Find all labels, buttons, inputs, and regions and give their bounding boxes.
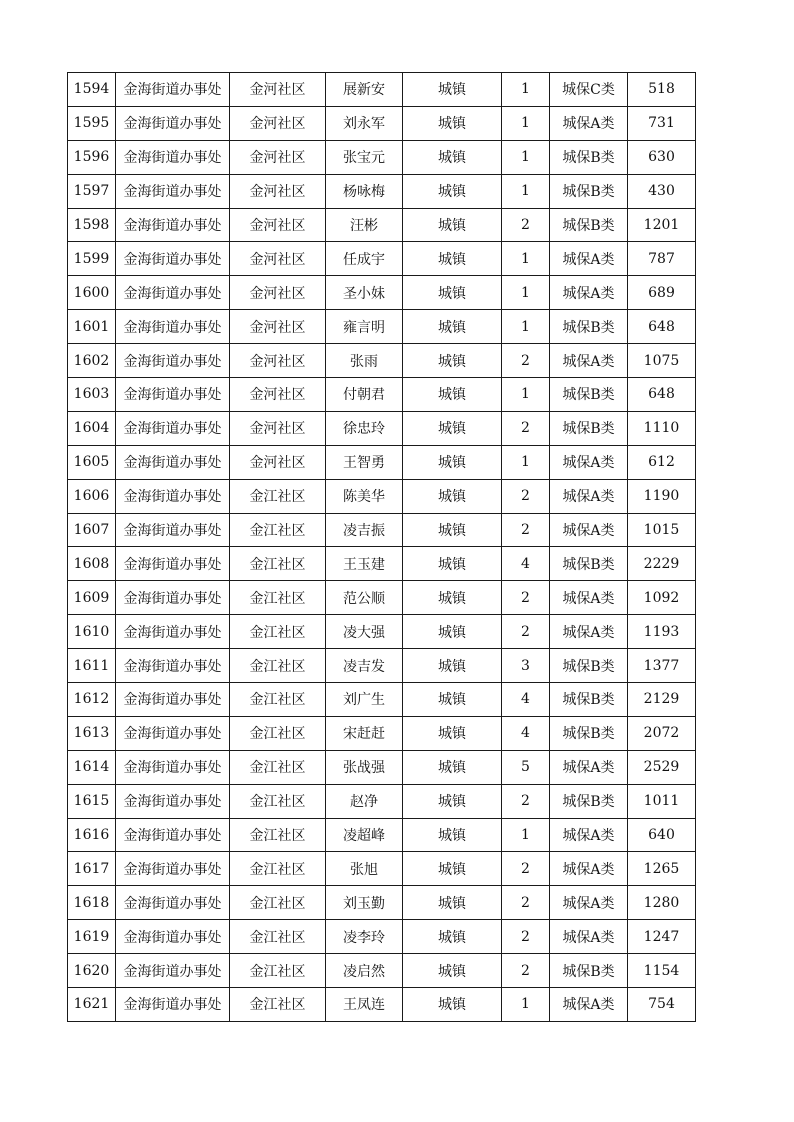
household-size-cell: 1 xyxy=(502,445,550,479)
table-row xyxy=(68,479,696,513)
area-type-cell: 城镇 xyxy=(403,106,502,140)
name-cell: 徐忠玲 xyxy=(326,411,403,445)
serial-number-cell: 1596 xyxy=(68,140,116,174)
amount-cell: 2529 xyxy=(628,750,696,784)
area-type-cell: 城镇 xyxy=(403,683,502,717)
area-type-cell: 城镇 xyxy=(403,750,502,784)
amount-cell: 1015 xyxy=(628,513,696,547)
household-size-cell: 1 xyxy=(502,174,550,208)
amount-cell: 1193 xyxy=(628,615,696,649)
insurance-category-cell: 城保A类 xyxy=(550,479,628,513)
name-cell: 凌启然 xyxy=(326,954,403,988)
name-cell: 刘永军 xyxy=(326,106,403,140)
name-cell: 张宝元 xyxy=(326,140,403,174)
serial-number-cell: 1616 xyxy=(68,818,116,852)
household-size-cell: 2 xyxy=(502,479,550,513)
community-cell: 金河社区 xyxy=(230,174,326,208)
table-row xyxy=(68,954,696,988)
area-type-cell: 城镇 xyxy=(403,988,502,1022)
area-type-cell: 城镇 xyxy=(403,886,502,920)
serial-number-cell: 1613 xyxy=(68,716,116,750)
household-size-cell: 5 xyxy=(502,750,550,784)
subdistrict-cell: 金海街道办事处 xyxy=(116,73,230,107)
name-cell: 王智勇 xyxy=(326,445,403,479)
community-cell: 金江社区 xyxy=(230,683,326,717)
area-type-cell: 城镇 xyxy=(403,920,502,954)
household-size-cell: 4 xyxy=(502,716,550,750)
household-size-cell: 2 xyxy=(502,344,550,378)
serial-number-cell: 1600 xyxy=(68,276,116,310)
subdistrict-cell: 金海街道办事处 xyxy=(116,378,230,412)
household-size-cell: 2 xyxy=(502,954,550,988)
subdistrict-cell: 金海街道办事处 xyxy=(116,276,230,310)
amount-cell: 1377 xyxy=(628,649,696,683)
insurance-category-cell: 城保A类 xyxy=(550,242,628,276)
area-type-cell: 城镇 xyxy=(403,378,502,412)
table-row xyxy=(68,445,696,479)
insurance-category-cell: 城保B类 xyxy=(550,784,628,818)
serial-number-cell: 1595 xyxy=(68,106,116,140)
community-cell: 金江社区 xyxy=(230,513,326,547)
area-type-cell: 城镇 xyxy=(403,411,502,445)
name-cell: 汪彬 xyxy=(326,208,403,242)
name-cell: 圣小妹 xyxy=(326,276,403,310)
community-cell: 金河社区 xyxy=(230,411,326,445)
subdistrict-cell: 金海街道办事处 xyxy=(116,716,230,750)
serial-number-cell: 1605 xyxy=(68,445,116,479)
serial-number-cell: 1619 xyxy=(68,920,116,954)
name-cell: 刘玉勤 xyxy=(326,886,403,920)
subdistrict-cell: 金海街道办事处 xyxy=(116,479,230,513)
table-row xyxy=(68,649,696,683)
household-size-cell: 1 xyxy=(502,988,550,1022)
area-type-cell: 城镇 xyxy=(403,73,502,107)
community-cell: 金河社区 xyxy=(230,242,326,276)
insurance-category-cell: 城保A类 xyxy=(550,445,628,479)
area-type-cell: 城镇 xyxy=(403,310,502,344)
amount-cell: 754 xyxy=(628,988,696,1022)
amount-cell: 1265 xyxy=(628,852,696,886)
amount-cell: 1092 xyxy=(628,581,696,615)
amount-cell: 1110 xyxy=(628,411,696,445)
table-row xyxy=(68,73,696,107)
community-cell: 金江社区 xyxy=(230,852,326,886)
household-size-cell: 1 xyxy=(502,73,550,107)
table-row xyxy=(68,140,696,174)
household-size-cell: 4 xyxy=(502,547,550,581)
serial-number-cell: 1610 xyxy=(68,615,116,649)
table-row xyxy=(68,920,696,954)
insurance-category-cell: 城保A类 xyxy=(550,276,628,310)
name-cell: 凌李玲 xyxy=(326,920,403,954)
subdistrict-cell: 金海街道办事处 xyxy=(116,852,230,886)
amount-cell: 1247 xyxy=(628,920,696,954)
subdistrict-cell: 金海街道办事处 xyxy=(116,344,230,378)
community-cell: 金河社区 xyxy=(230,106,326,140)
subdistrict-cell: 金海街道办事处 xyxy=(116,174,230,208)
insurance-category-cell: 城保B类 xyxy=(550,378,628,412)
household-size-cell: 2 xyxy=(502,615,550,649)
household-size-cell: 2 xyxy=(502,208,550,242)
area-type-cell: 城镇 xyxy=(403,174,502,208)
serial-number-cell: 1594 xyxy=(68,73,116,107)
subdistrict-cell: 金海街道办事处 xyxy=(116,140,230,174)
amount-cell: 648 xyxy=(628,378,696,412)
community-cell: 金江社区 xyxy=(230,886,326,920)
household-size-cell: 1 xyxy=(502,106,550,140)
household-size-cell: 1 xyxy=(502,242,550,276)
table-row xyxy=(68,276,696,310)
subdistrict-cell: 金海街道办事处 xyxy=(116,310,230,344)
amount-cell: 630 xyxy=(628,140,696,174)
area-type-cell: 城镇 xyxy=(403,513,502,547)
household-size-cell: 1 xyxy=(502,140,550,174)
amount-cell: 1201 xyxy=(628,208,696,242)
table-row xyxy=(68,547,696,581)
table-row xyxy=(68,344,696,378)
insurance-category-cell: 城保B类 xyxy=(550,954,628,988)
amount-cell: 1075 xyxy=(628,344,696,378)
insurance-category-cell: 城保B类 xyxy=(550,683,628,717)
subdistrict-cell: 金海街道办事处 xyxy=(116,445,230,479)
subdistrict-cell: 金海街道办事处 xyxy=(116,649,230,683)
community-cell: 金江社区 xyxy=(230,716,326,750)
name-cell: 凌大强 xyxy=(326,615,403,649)
amount-cell: 2129 xyxy=(628,683,696,717)
community-cell: 金江社区 xyxy=(230,581,326,615)
insurance-category-cell: 城保A类 xyxy=(550,818,628,852)
community-cell: 金河社区 xyxy=(230,276,326,310)
insurance-category-cell: 城保A类 xyxy=(550,615,628,649)
insurance-category-cell: 城保B类 xyxy=(550,208,628,242)
serial-number-cell: 1609 xyxy=(68,581,116,615)
serial-number-cell: 1615 xyxy=(68,784,116,818)
table-row xyxy=(68,411,696,445)
table-row xyxy=(68,886,696,920)
serial-number-cell: 1611 xyxy=(68,649,116,683)
name-cell: 宋赶赶 xyxy=(326,716,403,750)
household-size-cell: 1 xyxy=(502,276,550,310)
serial-number-cell: 1598 xyxy=(68,208,116,242)
community-cell: 金江社区 xyxy=(230,818,326,852)
area-type-cell: 城镇 xyxy=(403,954,502,988)
name-cell: 凌吉振 xyxy=(326,513,403,547)
serial-number-cell: 1612 xyxy=(68,683,116,717)
name-cell: 付朝君 xyxy=(326,378,403,412)
amount-cell: 1011 xyxy=(628,784,696,818)
subdistrict-cell: 金海街道办事处 xyxy=(116,106,230,140)
insurance-category-cell: 城保B类 xyxy=(550,649,628,683)
amount-cell: 689 xyxy=(628,276,696,310)
amount-cell: 640 xyxy=(628,818,696,852)
amount-cell: 787 xyxy=(628,242,696,276)
subdistrict-cell: 金海街道办事处 xyxy=(116,784,230,818)
subdistrict-cell: 金海街道办事处 xyxy=(116,513,230,547)
table-row xyxy=(68,988,696,1022)
area-type-cell: 城镇 xyxy=(403,615,502,649)
subdistrict-cell: 金海街道办事处 xyxy=(116,988,230,1022)
name-cell: 展新安 xyxy=(326,73,403,107)
table-row xyxy=(68,242,696,276)
name-cell: 王玉建 xyxy=(326,547,403,581)
subdistrict-cell: 金海街道办事处 xyxy=(116,242,230,276)
community-cell: 金河社区 xyxy=(230,73,326,107)
serial-number-cell: 1608 xyxy=(68,547,116,581)
subdistrict-cell: 金海街道办事处 xyxy=(116,954,230,988)
insurance-category-cell: 城保B类 xyxy=(550,716,628,750)
community-cell: 金江社区 xyxy=(230,750,326,784)
amount-cell: 2229 xyxy=(628,547,696,581)
amount-cell: 1190 xyxy=(628,479,696,513)
amount-cell: 612 xyxy=(628,445,696,479)
community-cell: 金江社区 xyxy=(230,649,326,683)
table-row xyxy=(68,106,696,140)
community-cell: 金江社区 xyxy=(230,920,326,954)
table-row xyxy=(68,852,696,886)
serial-number-cell: 1599 xyxy=(68,242,116,276)
subdistrict-cell: 金海街道办事处 xyxy=(116,615,230,649)
name-cell: 张旭 xyxy=(326,852,403,886)
household-size-cell: 4 xyxy=(502,683,550,717)
serial-number-cell: 1607 xyxy=(68,513,116,547)
subdistrict-cell: 金海街道办事处 xyxy=(116,920,230,954)
insurance-category-cell: 城保A类 xyxy=(550,852,628,886)
table-row xyxy=(68,716,696,750)
insurance-category-cell: 城保A类 xyxy=(550,886,628,920)
serial-number-cell: 1602 xyxy=(68,344,116,378)
serial-number-cell: 1597 xyxy=(68,174,116,208)
insurance-category-cell: 城保B类 xyxy=(550,411,628,445)
subdistrict-cell: 金海街道办事处 xyxy=(116,886,230,920)
insurance-category-cell: 城保A类 xyxy=(550,920,628,954)
area-type-cell: 城镇 xyxy=(403,242,502,276)
table-row xyxy=(68,378,696,412)
name-cell: 任成宇 xyxy=(326,242,403,276)
insurance-category-cell: 城保A类 xyxy=(550,988,628,1022)
table-row xyxy=(68,513,696,547)
serial-number-cell: 1618 xyxy=(68,886,116,920)
serial-number-cell: 1614 xyxy=(68,750,116,784)
subdistrict-cell: 金海街道办事处 xyxy=(116,818,230,852)
serial-number-cell: 1617 xyxy=(68,852,116,886)
name-cell: 杨咏梅 xyxy=(326,174,403,208)
household-size-cell: 2 xyxy=(502,784,550,818)
household-size-cell: 2 xyxy=(502,513,550,547)
community-cell: 金河社区 xyxy=(230,445,326,479)
insurance-category-cell: 城保B类 xyxy=(550,310,628,344)
name-cell: 王凤连 xyxy=(326,988,403,1022)
household-size-cell: 2 xyxy=(502,920,550,954)
serial-number-cell: 1603 xyxy=(68,378,116,412)
community-cell: 金江社区 xyxy=(230,954,326,988)
household-size-cell: 1 xyxy=(502,818,550,852)
serial-number-cell: 1604 xyxy=(68,411,116,445)
community-cell: 金河社区 xyxy=(230,208,326,242)
insurance-category-cell: 城保A类 xyxy=(550,106,628,140)
name-cell: 张战强 xyxy=(326,750,403,784)
serial-number-cell: 1621 xyxy=(68,988,116,1022)
table-row xyxy=(68,818,696,852)
roster-table xyxy=(67,72,696,1022)
table-row xyxy=(68,208,696,242)
area-type-cell: 城镇 xyxy=(403,649,502,683)
serial-number-cell: 1606 xyxy=(68,479,116,513)
area-type-cell: 城镇 xyxy=(403,276,502,310)
community-cell: 金河社区 xyxy=(230,140,326,174)
insurance-category-cell: 城保B类 xyxy=(550,174,628,208)
name-cell: 范公顺 xyxy=(326,581,403,615)
amount-cell: 1280 xyxy=(628,886,696,920)
subdistrict-cell: 金海街道办事处 xyxy=(116,208,230,242)
community-cell: 金河社区 xyxy=(230,378,326,412)
table-row xyxy=(68,174,696,208)
community-cell: 金江社区 xyxy=(230,615,326,649)
amount-cell: 430 xyxy=(628,174,696,208)
insurance-category-cell: 城保A类 xyxy=(550,581,628,615)
household-size-cell: 3 xyxy=(502,649,550,683)
table-row xyxy=(68,683,696,717)
subdistrict-cell: 金海街道办事处 xyxy=(116,750,230,784)
table-row xyxy=(68,784,696,818)
area-type-cell: 城镇 xyxy=(403,581,502,615)
insurance-category-cell: 城保A类 xyxy=(550,513,628,547)
insurance-category-cell: 城保B类 xyxy=(550,140,628,174)
insurance-category-cell: 城保A类 xyxy=(550,344,628,378)
subdistrict-cell: 金海街道办事处 xyxy=(116,581,230,615)
table-row xyxy=(68,310,696,344)
community-cell: 金河社区 xyxy=(230,344,326,378)
community-cell: 金江社区 xyxy=(230,479,326,513)
name-cell: 陈美华 xyxy=(326,479,403,513)
table-row xyxy=(68,581,696,615)
amount-cell: 648 xyxy=(628,310,696,344)
area-type-cell: 城镇 xyxy=(403,547,502,581)
amount-cell: 518 xyxy=(628,73,696,107)
area-type-cell: 城镇 xyxy=(403,818,502,852)
area-type-cell: 城镇 xyxy=(403,852,502,886)
name-cell: 张雨 xyxy=(326,344,403,378)
household-size-cell: 1 xyxy=(502,310,550,344)
household-size-cell: 2 xyxy=(502,852,550,886)
household-size-cell: 2 xyxy=(502,411,550,445)
area-type-cell: 城镇 xyxy=(403,344,502,378)
serial-number-cell: 1601 xyxy=(68,310,116,344)
insurance-category-cell: 城保A类 xyxy=(550,750,628,784)
table-row xyxy=(68,615,696,649)
subdistrict-cell: 金海街道办事处 xyxy=(116,683,230,717)
household-size-cell: 2 xyxy=(502,581,550,615)
community-cell: 金河社区 xyxy=(230,310,326,344)
area-type-cell: 城镇 xyxy=(403,716,502,750)
household-size-cell: 2 xyxy=(502,886,550,920)
amount-cell: 1154 xyxy=(628,954,696,988)
community-cell: 金江社区 xyxy=(230,784,326,818)
name-cell: 凌吉发 xyxy=(326,649,403,683)
amount-cell: 2072 xyxy=(628,716,696,750)
community-cell: 金江社区 xyxy=(230,547,326,581)
name-cell: 雍言明 xyxy=(326,310,403,344)
name-cell: 凌超峰 xyxy=(326,818,403,852)
area-type-cell: 城镇 xyxy=(403,208,502,242)
roster-body xyxy=(68,73,696,1022)
subdistrict-cell: 金海街道办事处 xyxy=(116,547,230,581)
insurance-category-cell: 城保B类 xyxy=(550,547,628,581)
area-type-cell: 城镇 xyxy=(403,784,502,818)
area-type-cell: 城镇 xyxy=(403,140,502,174)
name-cell: 赵净 xyxy=(326,784,403,818)
insurance-category-cell: 城保C类 xyxy=(550,73,628,107)
community-cell: 金江社区 xyxy=(230,988,326,1022)
area-type-cell: 城镇 xyxy=(403,479,502,513)
area-type-cell: 城镇 xyxy=(403,445,502,479)
household-size-cell: 1 xyxy=(502,378,550,412)
name-cell: 刘广生 xyxy=(326,683,403,717)
table-row xyxy=(68,750,696,784)
serial-number-cell: 1620 xyxy=(68,954,116,988)
amount-cell: 731 xyxy=(628,106,696,140)
subdistrict-cell: 金海街道办事处 xyxy=(116,411,230,445)
